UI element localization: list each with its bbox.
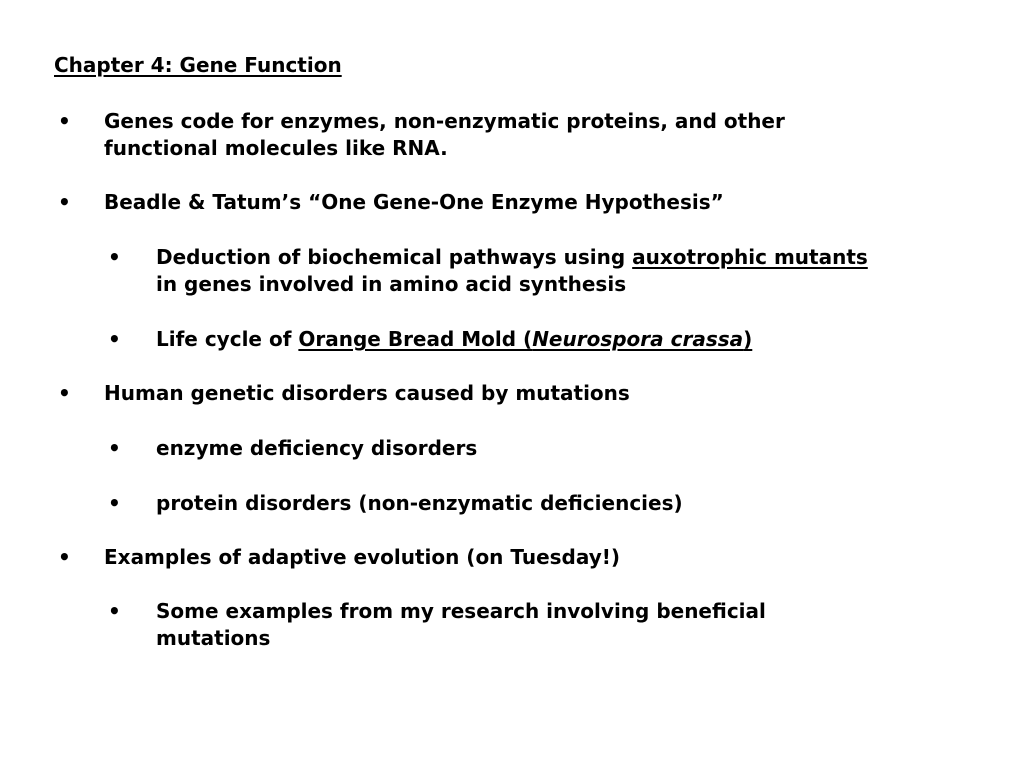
sub-list-item [108, 326, 886, 353]
sub-list-item [108, 598, 886, 652]
bullet-icon: • [58, 190, 71, 214]
list-item [58, 108, 904, 162]
term-part: Orange Bread Mold ( [298, 327, 533, 351]
bullet-icon: • [58, 545, 71, 569]
underlined-term [298, 327, 752, 351]
term-part: ) [743, 327, 753, 351]
sub-list-item-text [156, 244, 886, 298]
sub-list-item-text: protein disorders (non-enzymatic deficiencies) [156, 491, 683, 515]
text-segment: Life cycle of [156, 327, 299, 351]
underlined-term: auxotrophic mutants [632, 245, 868, 269]
text-segment: in genes involved in amino acid synthesis [156, 272, 627, 296]
text-segment: Deduction of biochemical pathways using [156, 245, 633, 269]
sub-list-item [108, 244, 886, 298]
bullet-icon: • [108, 491, 121, 515]
list-item [58, 544, 904, 571]
bullet-icon: • [58, 381, 71, 405]
bullet-icon: • [108, 436, 121, 460]
page-title: Chapter 4: Gene Function [54, 53, 342, 77]
bullet-icon: • [108, 245, 121, 269]
list-item-text: Beadle & Tatum’s “One Gene-One Enzyme Hypothesis” [104, 190, 724, 214]
bullet-icon: • [108, 327, 121, 351]
list-item-text: Genes code for enzymes, non-enzymatic proteins, and other functional molecules like RNA. [104, 109, 785, 160]
list-item [58, 380, 904, 407]
list-item [58, 189, 904, 216]
species-name: Neurospora crassa [532, 327, 744, 351]
sub-list-item-text: enzyme deficiency disorders [156, 436, 478, 460]
sub-list-item-text: Some examples from my research involving beneficial mutations [156, 599, 766, 650]
sub-list-item-text [156, 326, 886, 353]
sub-list-item [108, 490, 886, 517]
bullet-icon: • [108, 599, 121, 623]
list-item-text: Human genetic disorders caused by mutations [104, 381, 630, 405]
bullet-icon: • [58, 109, 71, 133]
sub-list-item [108, 435, 886, 462]
list-item-text: Examples of adaptive evolution (on Tuesday!) [104, 545, 621, 569]
